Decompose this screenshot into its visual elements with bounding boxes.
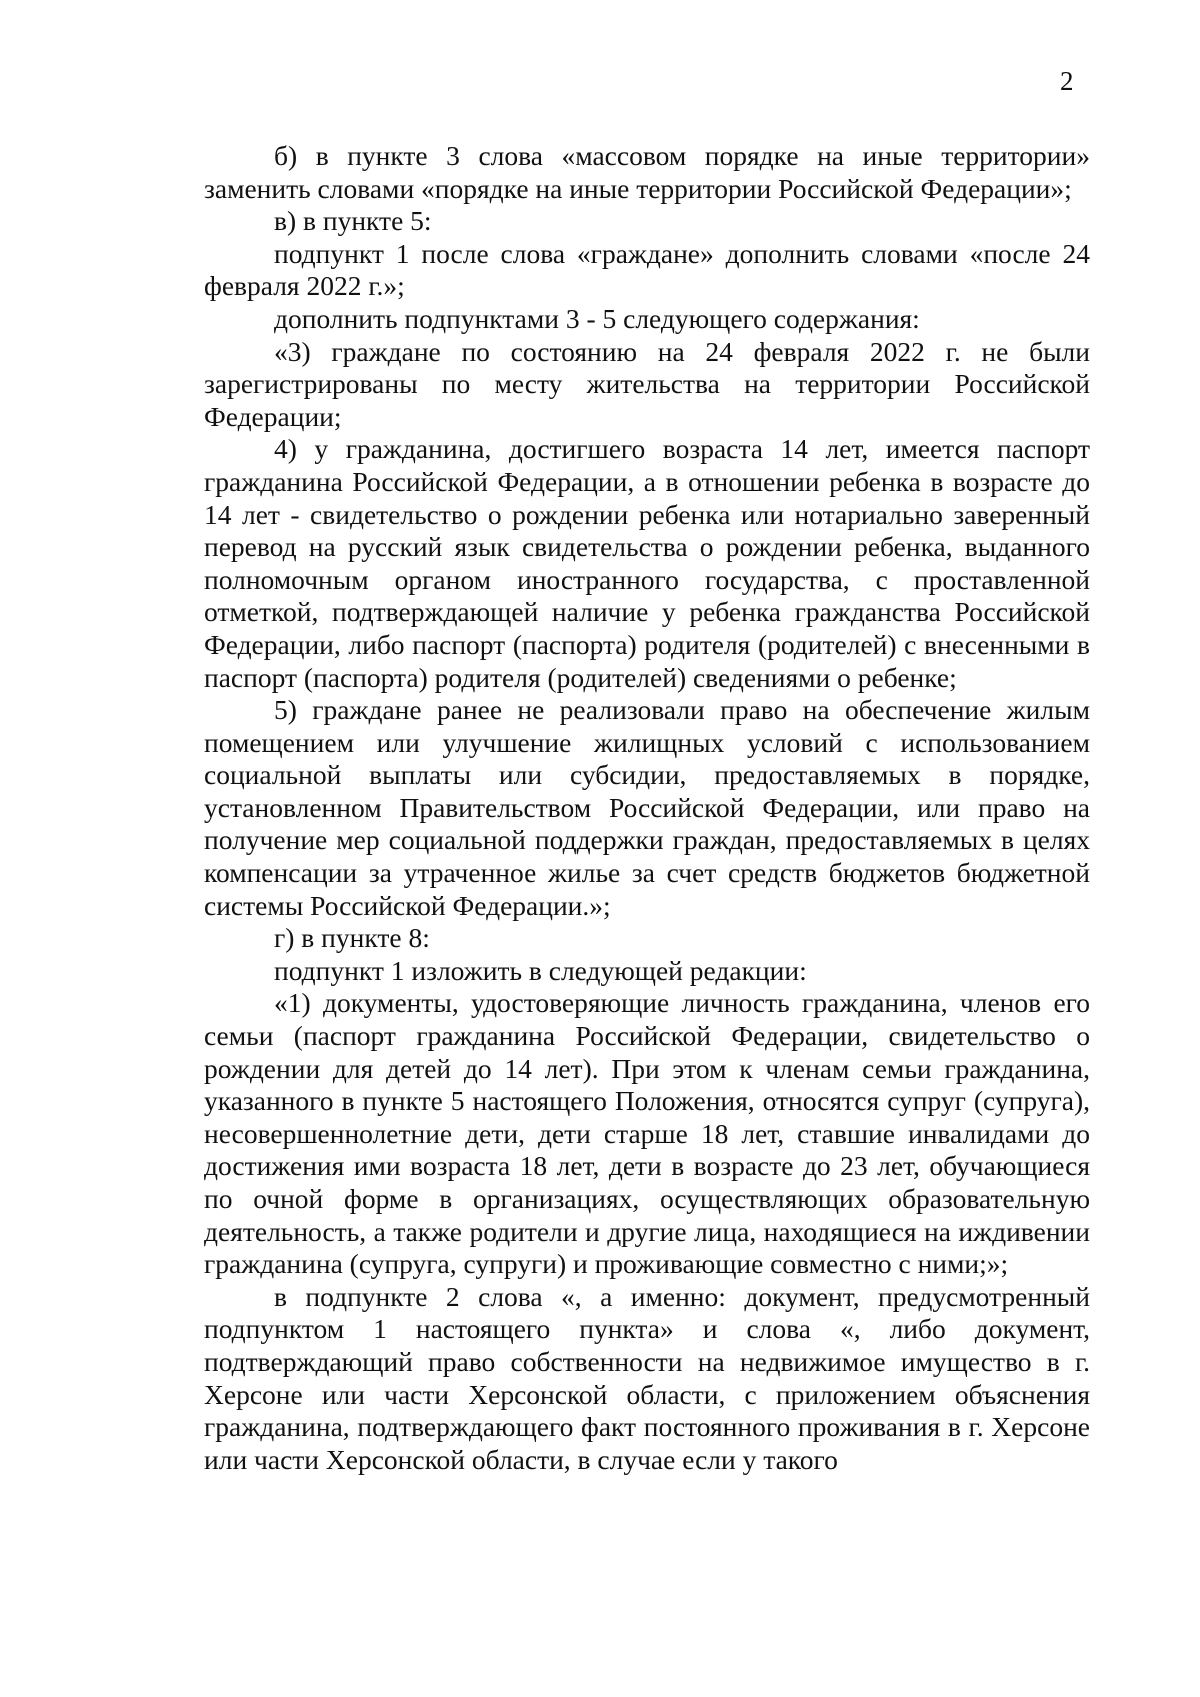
- paragraph-subpoint-1-addition: подпункт 1 после слова «граждане» дополнить словами «после 24 февраля 2022 г.»;: [204, 237, 1090, 302]
- paragraph-add-subpoints: дополнить подпунктами 3 - 5 следующего содержания:: [274, 302, 920, 334]
- paragraph-amendment-v: в) в пункте 5:: [274, 205, 432, 237]
- paragraph-subpoint-3: «3) граждане по состоянию на 24 февраля 2022 г. не были зарегистрированы по месту жительства на территории Российской Федерации;: [204, 335, 1090, 432]
- paragraph-subpoint-4: 4) у гражданина, достигшего возраста 14 лет, имеется паспорт гражданина Российской Федерации, а в отношении ребенка в возрасте до 14 лет - свидетельство о рождении ребенка или нотариально заверенный перевод на русский язык свидетельства о рождении ребенка, выданного полномочным органом иностранного государства, с проставленной отметкой, подтверждающей наличие у ребенка гражданства Российской Федерации, либо паспорт (паспорта) родителя (родителей) с внесенными в паспорт (паспорта) родителя (родителей) сведениями о ребенке;: [204, 433, 1090, 693]
- paragraph-subpoint-2: в подпункте 2 слова «, а именно: документ, предусмотренный подпунктом 1 настоящего пункта» и слова «, либо документ, подтверждающий право собственности на недвижимое имущество в г. Херсоне или части Херсонской области, с приложением объяснения гражданина, подтверждающего факт постоянного проживания в г. Херсоне или части Херсонской области, в случае если у такого: [204, 1280, 1090, 1475]
- page-number: 2: [1060, 66, 1074, 96]
- paragraph-new-wording: подпункт 1 изложить в следующей редакции:: [274, 954, 807, 986]
- paragraph-amendment-g: г) в пункте 8:: [274, 922, 430, 954]
- paragraph-subpoint-1-text: «1) документы, удостоверяющие личность гражданина, членов его семьи (паспорт гражданина Российской Федерации, свидетельство о рождении для детей до 14 лет). При этом к членам семьи гражданина, указанного в пункте 5 настоящего Положения, относятся супруг (супруга), несовершеннолетние дети, дети старше 18 лет, ставшие инвалидами до достижения ими возраста 18 лет, дети в возрасте до 23 лет, обучающиеся по очной форме в организациях, осуществляющих образовательную деятельность, а также родители и другие лица, находящиеся на иждивении гражданина (супруга, супруги) и проживающие совместно с ними;»;: [204, 987, 1090, 1280]
- document-body: [204, 140, 1090, 1476]
- paragraph-subpoint-5: 5) граждане ранее не реализовали право на обеспечение жилым помещением или улучшение жилищных условий с использованием социальной выплаты или субсидии, предоставляемых в порядке, установленном Правительством Российской Федерации, или право на получение мер социальной поддержки граждан, предоставляемых в целях компенсации за утраченное жилье за счет средств бюджетов бюджетной системы Российской Федерации.»;: [204, 694, 1090, 921]
- paragraph-amendment-b: б) в пункте 3 слова «массовом порядке на иные территории» заменить словами «порядке на иные территории Российской Федерации»;: [204, 140, 1090, 204]
